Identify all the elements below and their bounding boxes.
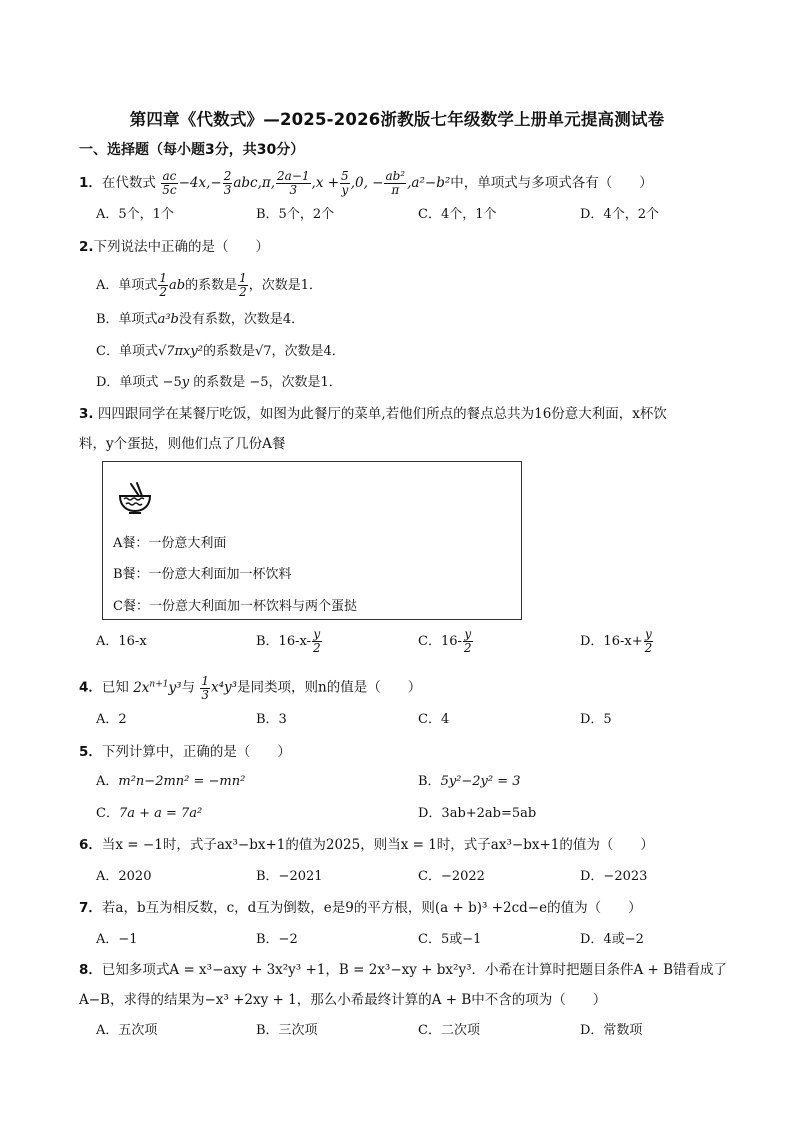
question-number: 1． (79, 175, 102, 191)
question-text: 四四跟同学在某餐厅吃饭，如图为此餐厅的菜单,若他们所点的餐点总共为16份意大利面，x杯饮 (97, 406, 667, 422)
option-text: 的系数是 −5，次数是1． (189, 375, 342, 390)
menu-item-a: A餐：一份意大利面 (113, 536, 227, 551)
question-5 (79, 742, 291, 762)
formula: $\frac{ac}{5c}$ (162, 169, 177, 197)
question-number: 5． (79, 744, 102, 760)
option-b[interactable]: B．3 (256, 712, 287, 727)
section-heading: 一、选择题（每小题3分，共30分） (79, 142, 305, 158)
menu-item-b: B餐：一份意大利面加一杯饮料 (113, 567, 292, 582)
question-text: 当x = −1时，式子ax³−bx+1的值为2025，则当x = 1时，式子ax³−bx+1的值为（ ） (101, 837, 654, 853)
option-d[interactable]: D．4或−2 (580, 932, 644, 947)
question-text: 下列说法中正确的是（ ） (93, 239, 270, 255)
option-d[interactable]: D．16-x+ $\frac{y}{2}$ (580, 627, 653, 655)
option-a[interactable]: A．2 (96, 712, 127, 727)
option-c[interactable]: C．单项式√7πxy²的系数是√7，次数是4． (96, 344, 345, 359)
option-b[interactable]: B．三次项 (256, 1023, 318, 1038)
option-c[interactable]: C．7a + a = 7a² (96, 806, 203, 821)
option-label: D．单项式 −5 (96, 375, 182, 390)
option-label: B． (418, 774, 441, 789)
question-text: 与 (181, 679, 196, 696)
noodle-bowl-icon (117, 480, 153, 516)
option-label: C．单项式 (96, 344, 158, 359)
option-c[interactable]: C．5或−1 (418, 932, 482, 947)
option-label: A． (96, 774, 119, 789)
option-text: 的系数是 (185, 278, 238, 293)
option-c[interactable]: C．16- $\frac{y}{2}$ (418, 627, 472, 655)
option-b[interactable]: B．单项式a³b没有系数，次数是4． (96, 312, 305, 327)
formula: $\frac{\text{ab²}}{\pi}$ (385, 169, 406, 197)
question-8-continued: A−B，求得的结果为−x³ +2xy + 1，那么小希最终计算的A + B中不含的项为（ ） (79, 992, 607, 1008)
option-c[interactable]: C．4个，1个 (418, 207, 497, 222)
option-b[interactable]: B．5y²−2y² = 3 (418, 774, 521, 789)
question-number: 4． (79, 679, 102, 696)
question-3-continued: 料，y个蛋挞，则他们点了几份A餐 (79, 436, 286, 452)
formula: $\frac{2a-1}{3}$ (277, 169, 310, 197)
option-a[interactable]: A．2020 (96, 869, 152, 884)
option-d[interactable]: D．4个，2个 (580, 207, 659, 222)
option-a[interactable]: A．5个，1个 (96, 207, 174, 222)
menu-item-c: C餐：一份意大利面加一杯饮料与两个蛋挞 (113, 599, 357, 614)
question-text: 已知多项式A = x³−axy + 3x²y³ +1，B = 2x³−xy + bx²y³．小希在计算时把题目条件A + B错看成了 (101, 962, 728, 978)
option-c[interactable]: C．−2022 (418, 869, 485, 884)
option-a[interactable]: A．16-x (96, 634, 147, 649)
question-number: 3. (79, 406, 94, 422)
option-label: C．16- (418, 634, 462, 649)
option-c[interactable]: C．二次项 (418, 1023, 480, 1038)
question-8 (79, 960, 727, 980)
question-4: 4．已知 $2x^{n+1}y^3$与 $\frac{1}{3}$ x⁴y³是同类项，则n的值是（ ） (79, 673, 422, 702)
option-d[interactable]: D．常数项 (580, 1023, 643, 1038)
option-a[interactable]: A．五次项 (96, 1023, 158, 1038)
option-label: A．单项式 (96, 278, 158, 293)
option-a[interactable]: A．单项式 $\frac{1}{2}$ ab的系数是 $\frac{1}{2}$ ，次数是1． (96, 271, 323, 299)
question-3 (79, 404, 667, 424)
formula: $\frac{5}{y}$ (341, 169, 349, 197)
question-text: 在代数式 (101, 175, 156, 191)
question-number: 2. (79, 239, 94, 255)
question-number: 7． (79, 900, 102, 916)
option-a[interactable]: A．−1 (96, 932, 138, 947)
option-label: B．16-x- (256, 634, 311, 649)
option-text: ，次数是4． (271, 344, 345, 359)
option-label: B．单项式 (96, 312, 158, 327)
option-a[interactable]: A．m²n−2mn² = −mn² (96, 774, 246, 789)
option-text: 没有系数，次数是4． (178, 312, 305, 327)
page-title: 第四章《代数式》—2025-2026浙教版七年级数学上册单元提高测试卷 (129, 110, 665, 129)
question-text: 若a，b互为相反数，c，d互为倒数，e是9的平方根，则(a + b)³ +2cd−e的值为（ ） (101, 900, 642, 916)
question-number: 6． (79, 837, 102, 853)
option-label: D．16-x+ (580, 634, 643, 649)
option-text: ，次数是1． (248, 278, 323, 293)
option-b[interactable]: B．16-x- $\frac{y}{2}$ (256, 627, 321, 655)
question-number: 8． (79, 962, 102, 978)
question-text: 中，单项式与多项式各有（ ） (450, 175, 653, 191)
option-label: C． (96, 806, 119, 821)
option-b[interactable]: B．−2021 (256, 869, 323, 884)
option-b[interactable]: B．5个，2个 (256, 207, 335, 222)
option-c[interactable]: C．4 (418, 712, 450, 727)
question-2 (79, 237, 269, 257)
formula: $\frac{2}{3}$ (223, 169, 232, 197)
option-d[interactable]: D．3ab+2ab=5ab (418, 806, 537, 821)
question-1: 1．在代数式 $\frac{ac}{5c}$ −4x,− $\frac{2}{3}$ abc,π, $\frac{2a-1}{3}$ ,x + $\frac{5}{y}$ ,0, − $\frac{\text{ab²}}{\pi}$ ,a²−b²中，单项式与多项式各有（ ） (79, 169, 653, 197)
question-text: 已知 (101, 679, 129, 696)
question-7 (79, 898, 642, 918)
option-d[interactable]: D．−2023 (580, 869, 648, 884)
option-b[interactable]: B．−2 (256, 932, 298, 947)
question-text: 是同类项，则n的值是（ ） (237, 679, 422, 696)
question-text: 下列计算中，正确的是（ ） (101, 744, 291, 760)
menu-box (102, 461, 522, 620)
question-6 (79, 835, 654, 855)
option-d[interactable]: D．5 (580, 712, 612, 727)
option-text: 的系数是 (202, 344, 255, 359)
option-d[interactable]: D．单项式 −5y 的系数是 −5，次数是1． (96, 375, 342, 390)
